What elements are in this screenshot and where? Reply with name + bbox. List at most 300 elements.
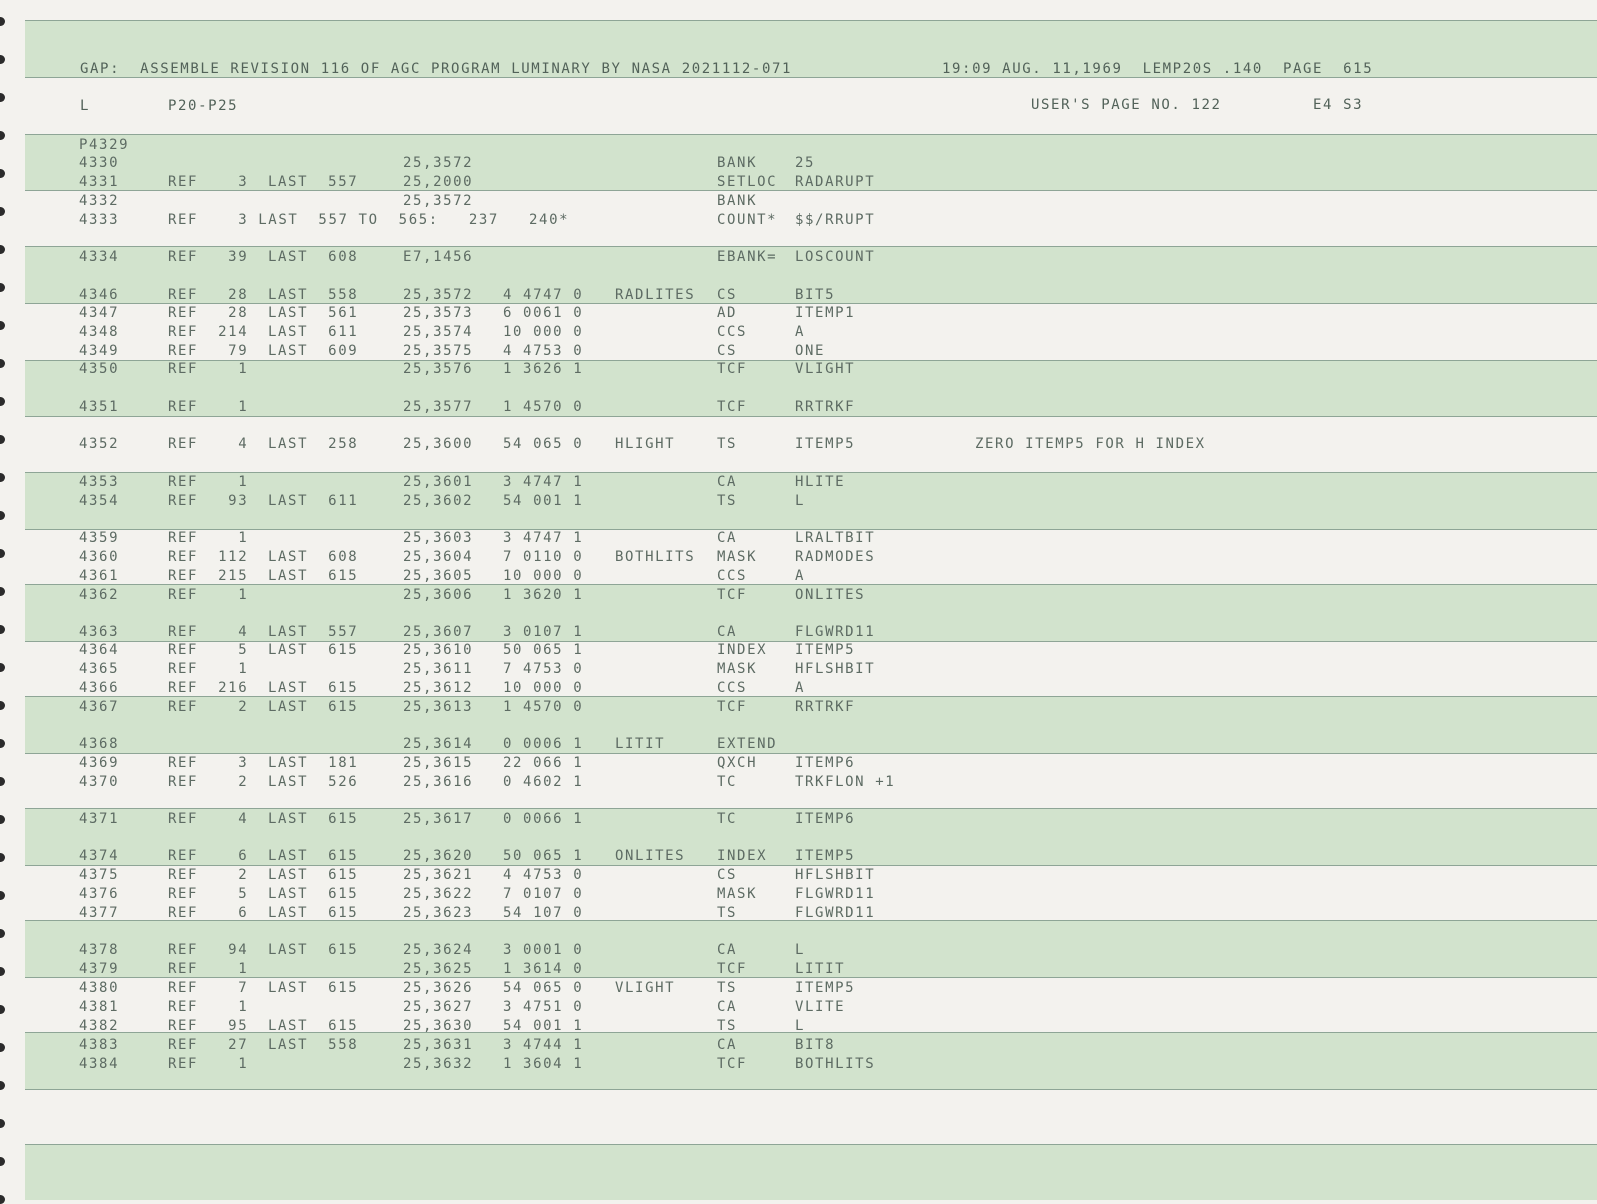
band-rule bbox=[25, 584, 1597, 585]
address: 25,3610 bbox=[403, 642, 474, 658]
address: 25,3621 bbox=[403, 867, 474, 883]
address: 25,3620 bbox=[403, 848, 474, 864]
ref-count: REF 3 bbox=[168, 755, 249, 771]
section-label: P20-P25 bbox=[168, 98, 239, 114]
symbol-label: BOTHLITS bbox=[615, 549, 696, 565]
ref-count: REF 215 bbox=[168, 568, 249, 584]
object-code: 54 001 1 bbox=[503, 1018, 584, 1034]
address: 25,3627 bbox=[403, 999, 474, 1015]
operand: ITEMP6 bbox=[795, 811, 856, 827]
address: 25,3572 bbox=[403, 287, 474, 303]
opcode: CA bbox=[717, 624, 738, 640]
operand: LITIT bbox=[795, 961, 846, 977]
address: 25,3606 bbox=[403, 587, 474, 603]
ref-count: REF 27 bbox=[168, 1037, 249, 1053]
operand: ITEMP5 bbox=[795, 848, 856, 864]
ref-count: REF 1 bbox=[168, 361, 249, 377]
operand: FLGWRD11 bbox=[795, 624, 876, 640]
ref-count: REF 7 bbox=[168, 980, 249, 996]
ref-count: REF 1 bbox=[168, 999, 249, 1015]
address: 25,3603 bbox=[403, 530, 474, 546]
feed-hole bbox=[0, 397, 5, 406]
last-ref: LAST 615 bbox=[268, 642, 359, 658]
feed-hole bbox=[0, 815, 5, 824]
assembly-title: GAP: ASSEMBLE REVISION 116 OF AGC PROGRAM LUMINARY BY NASA 2021112-071 bbox=[80, 61, 793, 77]
object-code: 3 4747 1 bbox=[503, 474, 584, 490]
feed-hole bbox=[0, 1043, 5, 1052]
operand: L bbox=[795, 1018, 806, 1034]
opcode: TCF bbox=[717, 399, 748, 415]
address: 25,3624 bbox=[403, 942, 474, 958]
operand: BIT5 bbox=[795, 287, 836, 303]
operand: HLITE bbox=[795, 474, 846, 490]
line-number: 4363 bbox=[79, 624, 120, 640]
printout-page bbox=[25, 0, 1597, 1200]
ref-count: REF 2 bbox=[168, 774, 249, 790]
operand: ONLITES bbox=[795, 587, 866, 603]
opcode: TS bbox=[717, 905, 738, 921]
ref-count: REF 5 bbox=[168, 886, 249, 902]
address: 25,3572 bbox=[403, 155, 474, 171]
opcode: MASK bbox=[717, 661, 758, 677]
band-rule bbox=[25, 977, 1597, 978]
last-ref: LAST 615 bbox=[268, 811, 359, 827]
opcode: MASK bbox=[717, 886, 758, 902]
feed-hole bbox=[0, 587, 5, 596]
line-number: 4368 bbox=[79, 736, 120, 752]
address: 25,3615 bbox=[403, 755, 474, 771]
opcode: TS bbox=[717, 980, 738, 996]
operand: RRTRKF bbox=[795, 699, 856, 715]
line-number: 4359 bbox=[79, 530, 120, 546]
line-number: 4379 bbox=[79, 961, 120, 977]
symbol-label: VLIGHT bbox=[615, 980, 676, 996]
address: 25,3616 bbox=[403, 774, 474, 790]
ref-count: REF 1 bbox=[168, 961, 249, 977]
object-code: 54 107 0 bbox=[503, 905, 584, 921]
line-number: 4384 bbox=[79, 1056, 120, 1072]
left-code: L bbox=[80, 98, 91, 114]
object-code: 7 0107 0 bbox=[503, 886, 584, 902]
operand: HFLSHBIT bbox=[795, 867, 876, 883]
symbol-label: LITIT bbox=[615, 736, 666, 752]
last-ref: LAST 609 bbox=[268, 343, 359, 359]
operand: 25 bbox=[795, 155, 816, 171]
date-page-stamp: 19:09 AUG. 11,1969 LEMP20S .140 PAGE 615 bbox=[942, 61, 1374, 77]
opcode: TCF bbox=[717, 699, 748, 715]
last-ref: LAST 608 bbox=[268, 249, 359, 265]
last-ref: LAST 558 bbox=[268, 1037, 359, 1053]
ref-count: REF 1 bbox=[168, 587, 249, 603]
line-number: 4348 bbox=[79, 324, 120, 340]
feed-hole bbox=[0, 777, 5, 786]
operand: RRTRKF bbox=[795, 399, 856, 415]
object-code: 10 000 0 bbox=[503, 324, 584, 340]
feed-hole bbox=[0, 929, 5, 938]
opcode: TCF bbox=[717, 961, 748, 977]
object-code: 3 0001 0 bbox=[503, 942, 584, 958]
feed-hole bbox=[0, 321, 5, 330]
opcode: QXCH bbox=[717, 755, 758, 771]
feed-hole bbox=[0, 1005, 5, 1014]
operand: ONE bbox=[795, 343, 826, 359]
address: 25,3625 bbox=[403, 961, 474, 977]
line-number: 4383 bbox=[79, 1037, 120, 1053]
line-number: 4361 bbox=[79, 568, 120, 584]
feed-hole bbox=[0, 1119, 5, 1128]
line-number: 4333 bbox=[79, 212, 120, 228]
operand: HFLSHBIT bbox=[795, 661, 876, 677]
opcode: EXTEND bbox=[717, 736, 778, 752]
last-ref: LAST 615 bbox=[268, 1018, 359, 1034]
object-code: 0 0066 1 bbox=[503, 811, 584, 827]
line-number: 4347 bbox=[79, 305, 120, 321]
operand: RADARUPT bbox=[795, 174, 876, 190]
opcode: CA bbox=[717, 530, 738, 546]
ref-count: REF 6 bbox=[168, 848, 249, 864]
band-rule bbox=[25, 1032, 1597, 1033]
object-code: 3 4747 1 bbox=[503, 530, 584, 546]
opcode: CCS bbox=[717, 568, 748, 584]
line-number: 4381 bbox=[79, 999, 120, 1015]
ref-count: REF 2 bbox=[168, 867, 249, 883]
feed-hole bbox=[0, 853, 5, 862]
address: 25,3605 bbox=[403, 568, 474, 584]
feed-hole bbox=[0, 283, 5, 292]
band-rule bbox=[25, 77, 1597, 78]
ref-count: REF 1 bbox=[168, 661, 249, 677]
operand: ITEMP5 bbox=[795, 980, 856, 996]
operand: ITEMP5 bbox=[795, 436, 856, 452]
object-code: 4 4753 0 bbox=[503, 343, 584, 359]
band-rule bbox=[25, 416, 1597, 417]
ref-count: REF 1 bbox=[168, 399, 249, 415]
feed-hole bbox=[0, 625, 5, 634]
opcode: TCF bbox=[717, 361, 748, 377]
operand: TRKFLON +1 bbox=[795, 774, 896, 790]
line-number: 4364 bbox=[79, 642, 120, 658]
opcode: CA bbox=[717, 942, 738, 958]
object-code: 3 4751 0 bbox=[503, 999, 584, 1015]
address: 25,3572 bbox=[403, 193, 474, 209]
ref-count: REF 93 bbox=[168, 493, 249, 509]
feed-hole bbox=[0, 891, 5, 900]
sheet-code: E4 S3 bbox=[1313, 97, 1364, 113]
opcode: CS bbox=[717, 287, 738, 303]
address: E7,1456 bbox=[403, 249, 474, 265]
object-code: 1 3614 0 bbox=[503, 961, 584, 977]
opcode: CCS bbox=[717, 680, 748, 696]
feed-hole bbox=[0, 55, 5, 64]
object-code: 1 3604 1 bbox=[503, 1056, 584, 1072]
symbol-label: HLIGHT bbox=[615, 436, 676, 452]
object-code: 10 000 0 bbox=[503, 568, 584, 584]
object-code: 3 0107 1 bbox=[503, 624, 584, 640]
line-number: 4369 bbox=[79, 755, 120, 771]
band-rule bbox=[25, 865, 1597, 866]
opcode: TCF bbox=[717, 1056, 748, 1072]
address: 25,3612 bbox=[403, 680, 474, 696]
address: 25,3631 bbox=[403, 1037, 474, 1053]
opcode: AD bbox=[717, 305, 738, 321]
line-number: 4331 bbox=[79, 174, 120, 190]
operand: FLGWRD11 bbox=[795, 905, 876, 921]
band-rule bbox=[25, 472, 1597, 473]
operand: FLGWRD11 bbox=[795, 886, 876, 902]
opcode: INDEX bbox=[717, 848, 768, 864]
address: 25,3600 bbox=[403, 436, 474, 452]
object-code: 1 3626 1 bbox=[503, 361, 584, 377]
feed-hole bbox=[0, 169, 5, 178]
last-ref: LAST 181 bbox=[268, 755, 359, 771]
line-number: 4362 bbox=[79, 587, 120, 603]
object-code: 50 065 1 bbox=[503, 642, 584, 658]
ref-count: REF 1 bbox=[168, 474, 249, 490]
feed-hole bbox=[0, 131, 5, 140]
feed-hole bbox=[0, 663, 5, 672]
ref-count: REF 4 bbox=[168, 624, 249, 640]
line-number: 4382 bbox=[79, 1018, 120, 1034]
feed-hole bbox=[0, 93, 5, 102]
address: 25,3614 bbox=[403, 736, 474, 752]
line-number: 4370 bbox=[79, 774, 120, 790]
address: 25,3607 bbox=[403, 624, 474, 640]
line-number: 4352 bbox=[79, 436, 120, 452]
opcode: TC bbox=[717, 811, 738, 827]
last-ref: LAST 561 bbox=[268, 305, 359, 321]
opcode: TS bbox=[717, 493, 738, 509]
operand: RADMODES bbox=[795, 549, 876, 565]
opcode: CS bbox=[717, 343, 738, 359]
address: 25,3632 bbox=[403, 1056, 474, 1072]
operand: ITEMP1 bbox=[795, 305, 856, 321]
last-ref: LAST 615 bbox=[268, 886, 359, 902]
line-number: 4354 bbox=[79, 493, 120, 509]
object-code: 10 000 0 bbox=[503, 680, 584, 696]
ref-count: REF 214 bbox=[168, 324, 249, 340]
line-number: 4350 bbox=[79, 361, 120, 377]
address: 25,3604 bbox=[403, 549, 474, 565]
ref-count: REF 4 bbox=[168, 436, 249, 452]
address: 25,3611 bbox=[403, 661, 474, 677]
last-ref: LAST 558 bbox=[268, 287, 359, 303]
last-ref: LAST 615 bbox=[268, 568, 359, 584]
object-code: 1 4570 0 bbox=[503, 699, 584, 715]
ref-count: REF 28 bbox=[168, 305, 249, 321]
address: 25,3626 bbox=[403, 980, 474, 996]
last-ref: LAST 611 bbox=[268, 493, 359, 509]
operand: VLIGHT bbox=[795, 361, 856, 377]
object-code: 54 001 1 bbox=[503, 493, 584, 509]
ref-count: REF 3 bbox=[168, 174, 249, 190]
opcode: EBANK= bbox=[717, 249, 778, 265]
ref-count: REF 95 bbox=[168, 1018, 249, 1034]
address: 25,3602 bbox=[403, 493, 474, 509]
object-code: 1 3620 1 bbox=[503, 587, 584, 603]
object-code: 6 0061 0 bbox=[503, 305, 584, 321]
ref-count: REF 112 bbox=[168, 549, 249, 565]
line-number: 4378 bbox=[79, 942, 120, 958]
feed-hole bbox=[0, 207, 5, 216]
band-rule bbox=[25, 246, 1597, 247]
feed-hole bbox=[0, 701, 5, 710]
address: 25,3576 bbox=[403, 361, 474, 377]
address: 25,3577 bbox=[403, 399, 474, 415]
feed-hole bbox=[0, 435, 5, 444]
operand: LOSCOUNT bbox=[795, 249, 876, 265]
opcode: TS bbox=[717, 1018, 738, 1034]
ref-count: REF 6 bbox=[168, 905, 249, 921]
feed-hole bbox=[0, 245, 5, 254]
object-code: 3 4744 1 bbox=[503, 1037, 584, 1053]
opcode: CA bbox=[717, 1037, 738, 1053]
last-ref: LAST 615 bbox=[268, 905, 359, 921]
last-ref: LAST 615 bbox=[268, 848, 359, 864]
band-rule bbox=[25, 753, 1597, 754]
operand: BOTHLITS bbox=[795, 1056, 876, 1072]
address: 25,3630 bbox=[403, 1018, 474, 1034]
object-code: 7 0110 0 bbox=[503, 549, 584, 565]
opcode: BANK bbox=[717, 193, 758, 209]
ref-count: REF 94 bbox=[168, 942, 249, 958]
feed-hole bbox=[0, 359, 5, 368]
opcode: COUNT* bbox=[717, 212, 778, 228]
line-number: 4380 bbox=[79, 980, 120, 996]
line-number: 4332 bbox=[79, 193, 120, 209]
operand: A bbox=[795, 568, 806, 584]
line-number: P4329 bbox=[79, 137, 130, 153]
operand: LRALTBIT bbox=[795, 530, 876, 546]
band-rule bbox=[25, 1089, 1597, 1090]
last-ref: LAST 615 bbox=[268, 980, 359, 996]
line-number: 4346 bbox=[79, 287, 120, 303]
operand: BIT8 bbox=[795, 1037, 836, 1053]
address: 25,3623 bbox=[403, 905, 474, 921]
symbol-label: ONLITES bbox=[615, 848, 686, 864]
address: 25,3613 bbox=[403, 699, 474, 715]
opcode: TS bbox=[717, 436, 738, 452]
opcode: CS bbox=[717, 867, 738, 883]
tractor-feed-holes bbox=[0, 0, 10, 1200]
ref-count: REF 28 bbox=[168, 287, 249, 303]
symbol-label: RADLITES bbox=[615, 287, 696, 303]
object-code: 4 4753 0 bbox=[503, 867, 584, 883]
last-ref: LAST 615 bbox=[268, 680, 359, 696]
opcode: MASK bbox=[717, 549, 758, 565]
ref-count: REF 216 bbox=[168, 680, 249, 696]
last-ref: LAST 615 bbox=[268, 699, 359, 715]
last-ref: LAST 557 bbox=[268, 174, 359, 190]
operand: ITEMP5 bbox=[795, 642, 856, 658]
feed-hole bbox=[0, 1081, 5, 1090]
line-number: 4351 bbox=[79, 399, 120, 415]
object-code: 0 0006 1 bbox=[503, 736, 584, 752]
opcode: SETLOC bbox=[717, 174, 778, 190]
line-number: 4375 bbox=[79, 867, 120, 883]
address: 25,3601 bbox=[403, 474, 474, 490]
object-code: 7 4753 0 bbox=[503, 661, 584, 677]
line-number: 4330 bbox=[79, 155, 120, 171]
last-ref: LAST 615 bbox=[268, 942, 359, 958]
ref-count: REF 1 bbox=[168, 1056, 249, 1072]
opcode: BANK bbox=[717, 155, 758, 171]
address: 25,3573 bbox=[403, 305, 474, 321]
opcode: TCF bbox=[717, 587, 748, 603]
line-number: 4365 bbox=[79, 661, 120, 677]
ref-count: REF 4 bbox=[168, 811, 249, 827]
feed-hole bbox=[0, 739, 5, 748]
address: 25,2000 bbox=[403, 174, 474, 190]
band-rule bbox=[25, 190, 1597, 191]
green-band bbox=[25, 1144, 1597, 1200]
line-number: 4377 bbox=[79, 905, 120, 921]
line-number: 4374 bbox=[79, 848, 120, 864]
last-ref: LAST 611 bbox=[268, 324, 359, 340]
ref-count: REF 3 LAST 557 TO 565: 237 240* bbox=[168, 212, 570, 228]
opcode: CA bbox=[717, 474, 738, 490]
feed-hole bbox=[0, 17, 5, 26]
line-number: 4360 bbox=[79, 549, 120, 565]
operand: A bbox=[795, 680, 806, 696]
band-rule bbox=[25, 303, 1597, 304]
address: 25,3575 bbox=[403, 343, 474, 359]
ref-count: REF 79 bbox=[168, 343, 249, 359]
line-number: 4334 bbox=[79, 249, 120, 265]
feed-hole bbox=[0, 511, 5, 520]
ref-count: REF 2 bbox=[168, 699, 249, 715]
feed-hole bbox=[0, 967, 5, 976]
address: 25,3622 bbox=[403, 886, 474, 902]
feed-hole bbox=[0, 473, 5, 482]
ref-count: REF 1 bbox=[168, 530, 249, 546]
opcode: CA bbox=[717, 999, 738, 1015]
object-code: 50 065 1 bbox=[503, 848, 584, 864]
object-code: 54 065 0 bbox=[503, 436, 584, 452]
address: 25,3617 bbox=[403, 811, 474, 827]
operand: A bbox=[795, 324, 806, 340]
band-rule bbox=[25, 20, 1597, 21]
band-rule bbox=[25, 696, 1597, 697]
line-number: 4366 bbox=[79, 680, 120, 696]
opcode: TC bbox=[717, 774, 738, 790]
object-code: 54 065 0 bbox=[503, 980, 584, 996]
object-code: 0 4602 1 bbox=[503, 774, 584, 790]
comment: ZERO ITEMP5 FOR H INDEX bbox=[975, 436, 1206, 452]
line-number: 4376 bbox=[79, 886, 120, 902]
users-page-number: USER'S PAGE NO. 122 bbox=[1031, 97, 1222, 113]
address: 25,3574 bbox=[403, 324, 474, 340]
feed-hole bbox=[0, 549, 5, 558]
ref-count: REF 39 bbox=[168, 249, 249, 265]
object-code: 1 4570 0 bbox=[503, 399, 584, 415]
band-rule bbox=[25, 134, 1597, 135]
operand: L bbox=[795, 942, 806, 958]
opcode: CCS bbox=[717, 324, 748, 340]
last-ref: LAST 526 bbox=[268, 774, 359, 790]
operand: ITEMP6 bbox=[795, 755, 856, 771]
line-number: 4353 bbox=[79, 474, 120, 490]
operand: $$/RRUPT bbox=[795, 212, 876, 228]
last-ref: LAST 615 bbox=[268, 867, 359, 883]
band-rule bbox=[25, 808, 1597, 809]
ref-count: REF 5 bbox=[168, 642, 249, 658]
last-ref: LAST 557 bbox=[268, 624, 359, 640]
band-rule bbox=[25, 1144, 1597, 1145]
feed-hole bbox=[0, 1157, 5, 1166]
operand: L bbox=[795, 493, 806, 509]
line-number: 4371 bbox=[79, 811, 120, 827]
opcode: INDEX bbox=[717, 642, 768, 658]
